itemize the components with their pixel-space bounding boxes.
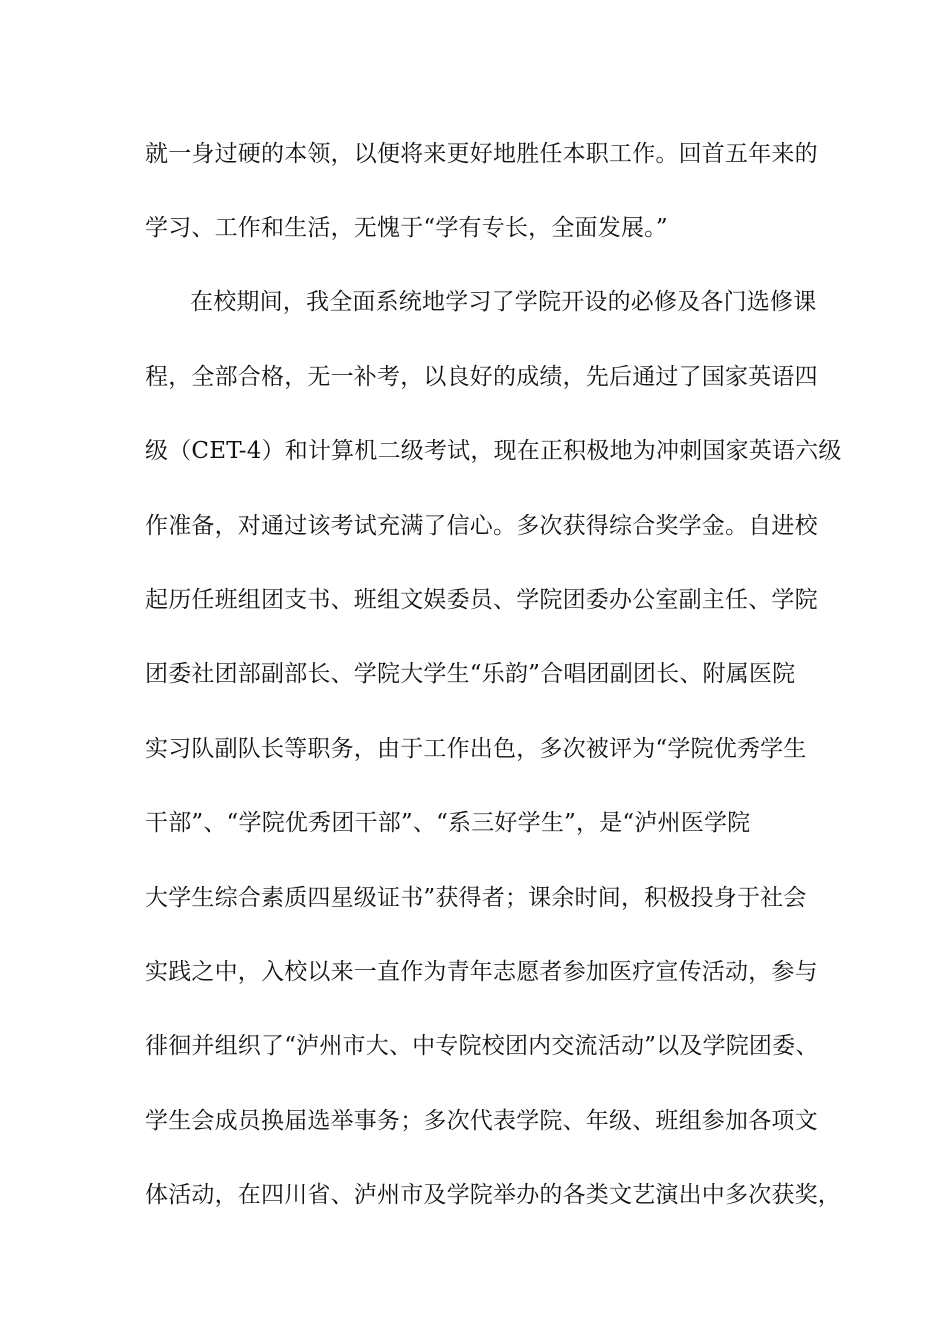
text-line-14: 学生会成员换届选举事务；多次代表学院、年级、班组参加各项文 <box>145 1108 818 1134</box>
text-line-10: 干部”、“学院优秀团干部”、“系三好学生”，是“泸州医学院 <box>145 810 751 836</box>
text-line-1: 就一身过硬的本领，以便将来更好地胜任本职工作。回首五年来的 <box>145 141 818 167</box>
text-line-11: 大学生综合素质四星级证书”获得者；课余时间，积极投身于社会 <box>145 885 807 911</box>
text-line-15: 体活动，在四川省、泸州市及学院举办的各类文艺演出中多次获奖， <box>145 1182 841 1208</box>
text-line-3: 在校期间，我全面系统地学习了学院开设的必修及各门选修课 <box>190 289 817 315</box>
text-line-12: 实践之中，入校以来一直作为青年志愿者参加医疗宣传活动，参与 <box>145 959 818 985</box>
text-line-5: 级（CET-4）和计算机二级考试，现在正积极地为冲刺国家英语六级 <box>145 438 842 464</box>
text-line-4: 程，全部合格，无一补考，以良好的成绩，先后通过了国家英语四 <box>145 364 818 390</box>
text-line-13: 徘徊并组织了“泸州市大、中专院校团内交流活动”以及学院团委、 <box>145 1033 819 1059</box>
text-line-8: 团委社团部副部长、学院大学生“乐韵”合唱团副团长、附属医院 <box>145 661 796 687</box>
text-line-7: 起历任班组团支书、班组文娱委员、学院团委办公室副主任、学院 <box>145 587 818 613</box>
text-line-9: 实习队副队长等职务，由于工作出色，多次被评为“学院优秀学生 <box>145 736 807 762</box>
text-line-6: 作准备，对通过该考试充满了信心。多次获得综合奖学金。自进校 <box>145 513 818 539</box>
text-line-2: 学习、工作和生活，无愧于“学有专长，全面发展。” <box>145 215 668 241</box>
